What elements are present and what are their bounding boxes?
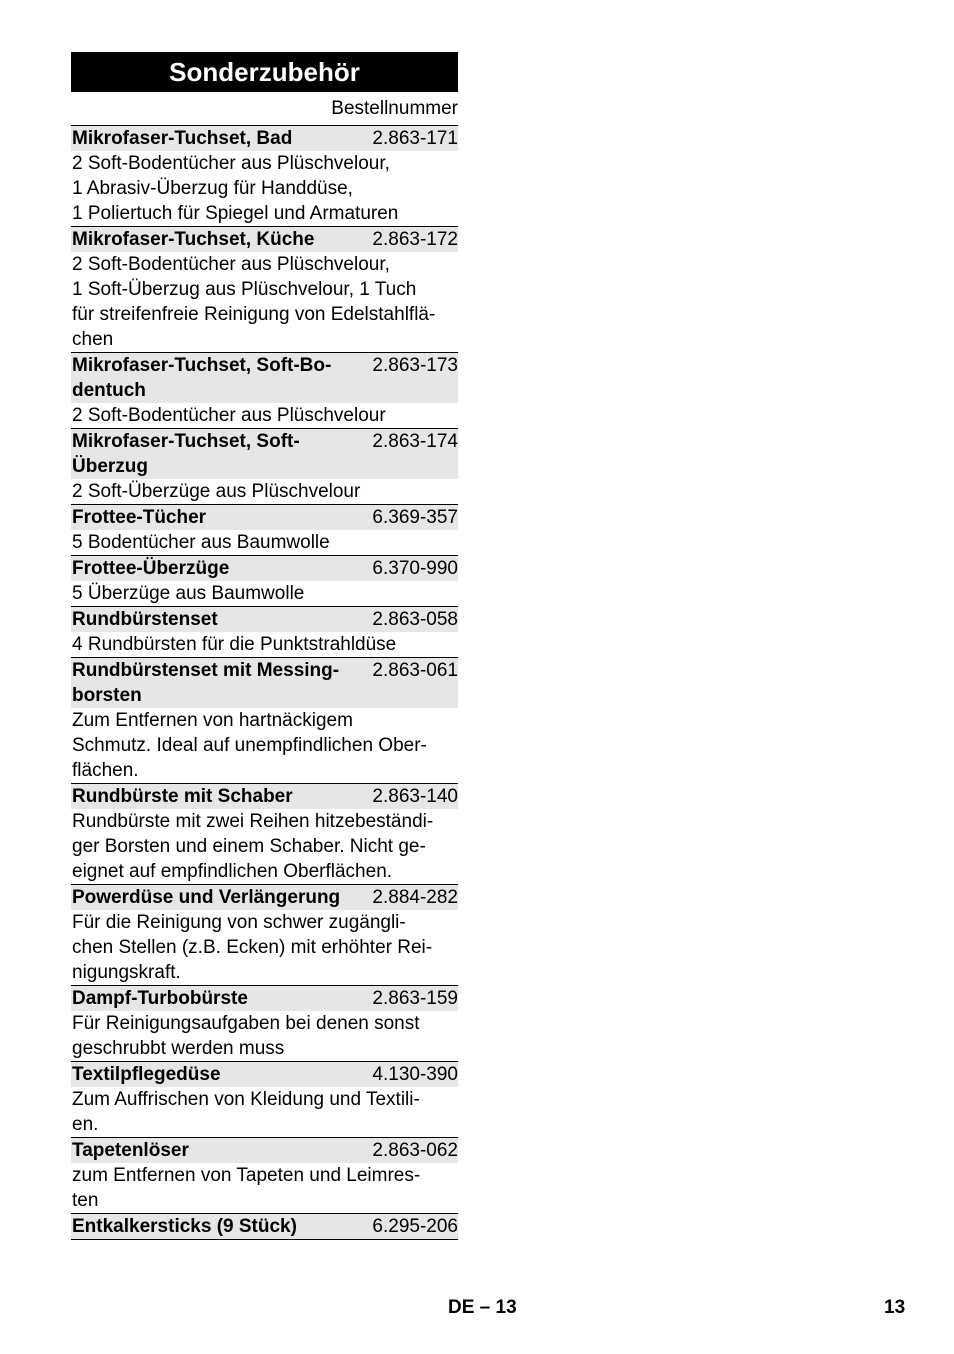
accessory-order-number: 2.863-173 [372,355,458,376]
accessory-name: Rundbürste mit Schaber [72,786,293,807]
accessory-name: Mikrofaser-Tuchset, Soft-Bo- dentuch [72,355,332,401]
accessory-name: Frottee-Tücher [72,507,207,528]
accessory-order-number: 2.863-062 [372,1140,458,1161]
accessory-description: 2 Soft-Bodentücher aus Plüschvelour, 1 Soft-Überzug aus Plüschvelour, 1 Tuch für streifenfreie Reinigung von Edelstahlflä- chen [72,254,436,350]
accessory-item-header [71,885,458,910]
accessory-description: 4 Rundbürsten für die Punktstrahldüse [72,634,397,655]
accessory-order-number: 2.884-282 [372,887,458,908]
accessory-order-number: 6.370-990 [372,558,458,579]
accessory-description: Rundbürste mit zwei Reihen hitzebeständi- ger Borsten und einem Schaber. Nicht ge- eignet auf empfindlichen Oberflächen. [72,811,434,882]
order-number-column-label: Bestellnummer [331,98,458,119]
accessory-name: Mikrofaser-Tuchset, Soft- Überzug [72,431,300,477]
accessory-description: 5 Bodentücher aus Baumwolle [72,532,330,553]
section-title: Sonderzubehör [71,52,458,92]
accessory-order-number: 2.863-159 [372,988,458,1009]
accessory-order-number: 2.863-171 [372,128,458,149]
accessory-name: Textilpflegedüse [72,1064,221,1085]
accessory-item-header [71,505,458,530]
accessory-item [71,352,458,428]
accessory-name: Powerdüse und Verlängerung [72,887,341,908]
accessory-order-number: 2.863-140 [372,786,458,807]
accessory-description: Für die Reinigung von schwer zugängli- chen Stellen (z.B. Ecken) mit erhöhter Rei- nigungskraft. [72,912,433,983]
accessory-item-header [71,556,458,581]
accessory-order-number: 6.295-206 [372,1216,458,1237]
accessory-item [71,1213,458,1240]
accessory-item-header [71,126,458,151]
accessory-name: Entkalkersticks (9 Stück) [72,1216,297,1237]
accessory-item-header [71,986,458,1011]
accessory-item [71,884,458,985]
accessory-name: Dampf-Turbobürste [72,988,248,1009]
accessory-description: Zum Auffrischen von Kleidung und Textili- en. [72,1089,420,1135]
page-footer-label: DE – 13 [448,1297,517,1318]
page-number: 13 [884,1297,906,1318]
accessory-description: 5 Überzüge aus Baumwolle [72,583,305,604]
accessory-item [71,125,458,226]
accessory-list [71,125,458,1240]
accessory-item-header [71,353,458,403]
accessory-name: Mikrofaser-Tuchset, Küche [72,229,315,250]
accessory-item [71,428,458,504]
accessory-description: Zum Entfernen von hartnäckigem Schmutz. Ideal auf unempfindlichen Ober- flächen. [72,710,427,781]
accessory-item [71,657,458,783]
accessory-name: Rundbürstenset mit Messing- borsten [72,660,340,706]
accessory-name: Rundbürstenset [72,609,218,630]
accessory-item-header [71,658,458,708]
accessory-order-number: 6.369-357 [372,507,458,528]
accessory-description: 2 Soft-Bodentücher aus Plüschvelour [72,405,386,426]
accessory-item [71,783,458,884]
accessory-item [71,1061,458,1137]
accessory-order-number: 4.130-390 [372,1064,458,1085]
accessory-item [71,226,458,352]
accessory-item [71,606,458,657]
accessory-item [71,1137,458,1213]
accessory-name: Tapetenlöser [72,1140,189,1161]
accessory-item-header [71,784,458,809]
accessory-order-number: 2.863-058 [372,609,458,630]
accessory-description: zum Entfernen von Tapeten und Leimres- ten [72,1165,421,1211]
accessory-item-header [71,227,458,252]
accessory-item-header [71,1062,458,1087]
accessory-order-number: 2.863-061 [372,660,458,681]
accessory-name: Mikrofaser-Tuchset, Bad [72,128,293,149]
accessory-description: 2 Soft-Bodentücher aus Plüschvelour, 1 Abrasiv-Überzug für Handdüse, 1 Poliertuch für Spiegel und Armaturen [72,153,399,224]
accessory-description: Für Reinigungsaufgaben bei denen sonst geschrubbt werden muss [72,1013,420,1059]
accessory-item-header [71,1138,458,1163]
accessory-description: 2 Soft-Überzüge aus Plüschvelour [72,481,361,502]
accessory-item-header [71,607,458,632]
accessory-item-header [71,1214,458,1239]
accessory-item [71,504,458,555]
accessory-order-number: 2.863-174 [372,431,458,452]
accessory-item [71,555,458,606]
accessory-name: Frottee-Überzüge [72,558,230,579]
accessory-item-header [71,429,458,479]
accessory-order-number: 2.863-172 [372,229,458,250]
accessory-item [71,985,458,1061]
